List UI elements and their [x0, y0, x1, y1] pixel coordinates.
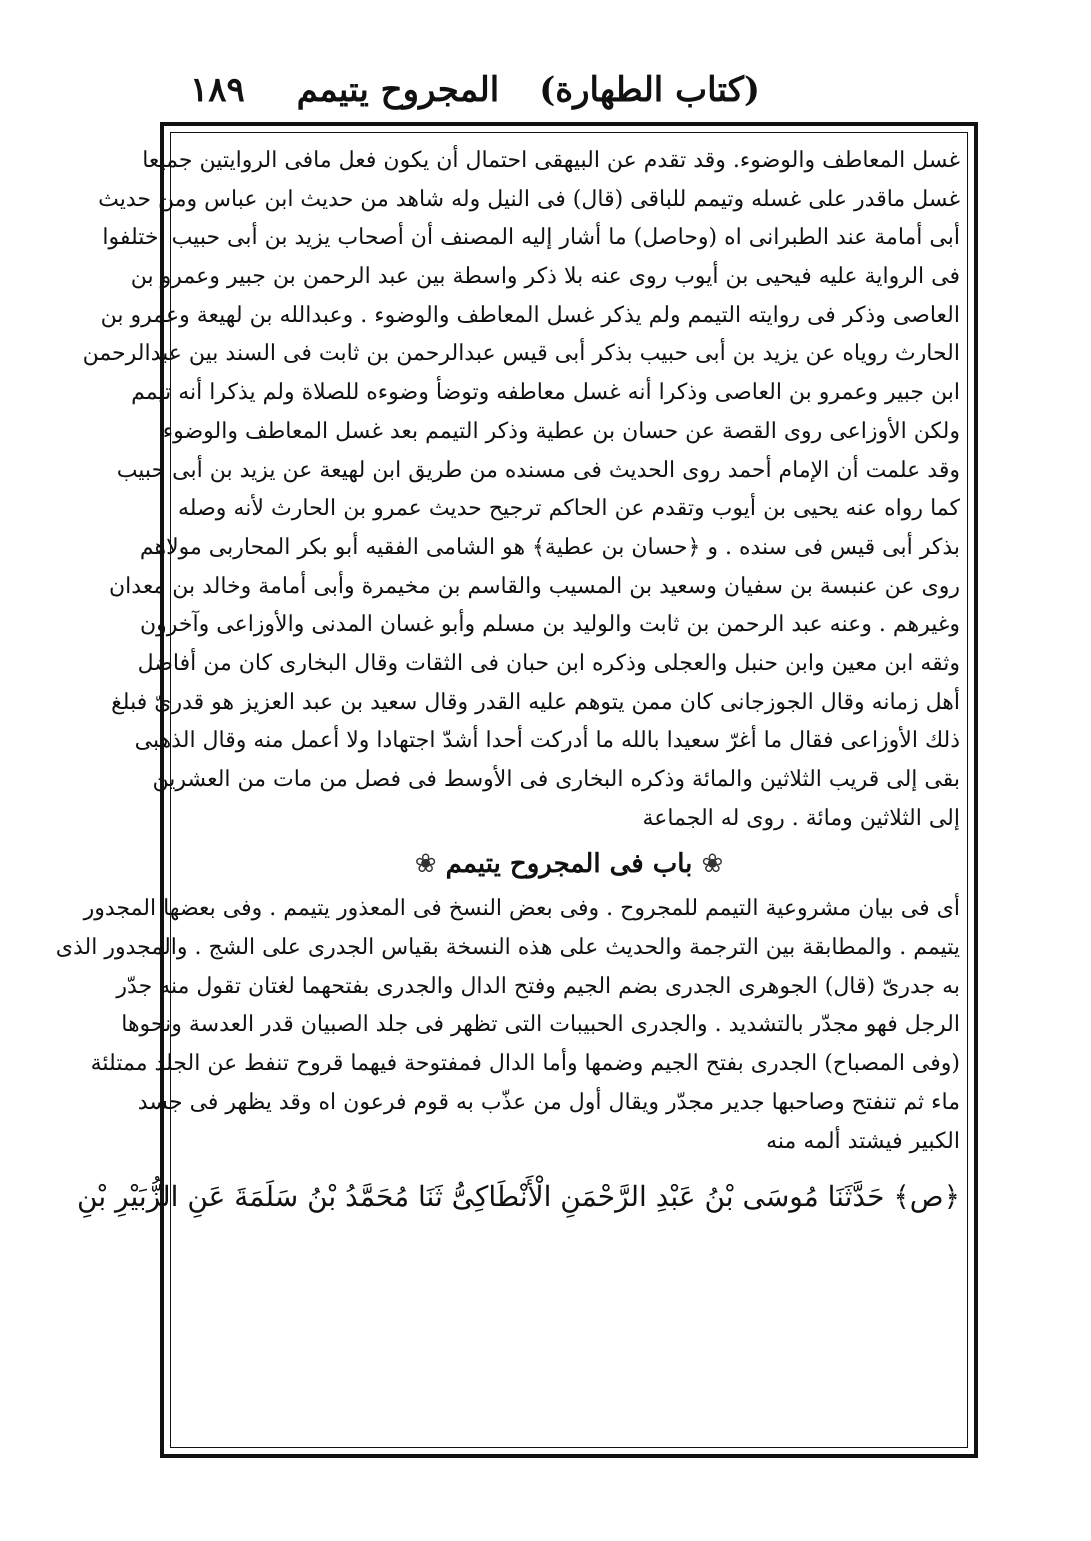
- text-line: وثقه ابن معين وابن حنبل والعجلى وذكره ابن حبان فى الثقات وقال البخارى كان من أفاضل: [137, 650, 960, 676]
- ornament-left-icon: ❀: [414, 849, 437, 880]
- text-line: الحارث روياه عن يزيد بن أبى حبيب بذكر أبى قيس عبدالرحمن بن ثابت فى السند بين عبدالرحمن: [82, 341, 960, 367]
- text-line: العاصى وذكر فى روايته التيمم ولم يذكر غسل المعاطف والوضوء . وعبدالله بن لهيعة وعمرو بن: [100, 302, 960, 328]
- chapter-title: المجروح يتيمم: [296, 70, 500, 110]
- text-line: بقى إلى قريب الثلاثين والمائة وذكره البخارى فى الأوسط فى فصل من مات من العشرين: [152, 767, 960, 792]
- text-line: (وفى المصباح) الجدرى بفتح الجيم وضمها وأما الدال فمفتوحة فيهما قروح تنفط عن الجلد ممتلئة: [90, 1051, 960, 1077]
- section-heading-text: باب فى المجروح يتيمم: [445, 849, 693, 880]
- text-line: به جدرىّ (قال) الجوهرى الجدرى بضم الجيم وفتح الدال والجدرى بفتحهما لغتان تقول منه جدّر: [116, 973, 960, 999]
- text-line: كما رواه عنه يحيى بن أيوب وتقدم عن الحاكم ترجيح حديث عمرو بن الحارث لأنه وصله: [178, 496, 960, 522]
- page-number: ١٨٩: [190, 70, 245, 110]
- hadith-text: ﴿ص﴾ حَدَّثَنَا مُوسَى بْنُ عَبْدِ الرَّحْمَنِ الْأَنْطَاكِىُّ ثَنَا مُحَمَّدُ بْنُ سَلَمَةَ عَنِ الزُّبَيْرِ بْنِ: [77, 1180, 960, 1214]
- running-title: [257, 70, 760, 110]
- text-line: إلى الثلاثين ومائة . روى له الجماعة: [642, 805, 960, 831]
- text-line: روى عن عنبسة بن سفيان وسعيد بن المسيب والقاسم بن مخيمرة وأبى أمامة وخالد بن معدان: [109, 573, 960, 599]
- text-line: أى فى بيان مشروعية التيمم للمجروح . وفى بعض النسخ فى المعذور يتيمم . وفى بعضها المجدور: [83, 896, 960, 922]
- text-line: غسل المعاطف والوضوء. وقد تقدم عن البيهقى احتمال أن يكون فعل مافى الروايتين جميعا: [142, 148, 960, 173]
- text-line: بذكر أبى قيس فى سنده . و ﴿حسان بن عطية﴾ هو الشامى الفقيه أبو بكر المحاربى مولاهم: [139, 534, 960, 560]
- text-line: ولكن الأوزاعى روى القصة عن حسان بن عطية وذكر التيمم بعد غسل المعاطف والوضوء: [162, 418, 960, 444]
- text-line: غسل ماقدر على غسله وتيمم للباقى (قال) فى النيل وله شاهد من حديث ابن عباس ومن حديث: [98, 186, 960, 212]
- text-line: وقد علمت أن الإمام أحمد روى الحديث فى مسنده من طريق ابن لهيعة عن يزيد بن أبى حبيب: [116, 457, 960, 483]
- text-line: الكبير فيشتد ألمه منه: [766, 1128, 960, 1154]
- page-header: [160, 60, 960, 120]
- book-title: (كتاب الطهارة): [539, 70, 760, 110]
- ornament-right-icon: ❀: [701, 849, 724, 880]
- text-line: ابن جبير وعمرو بن العاصى وذكرا أنه غسل معاطفه وتوضأ وضوءه للصلاة ولم يذكرا أنه تيمم: [131, 380, 960, 406]
- text-line: يتيمم . والمطابقة بين الترجمة والحديث على هذه النسخة بقياس الجدرى على الشج . والمجدور الذى: [55, 935, 960, 961]
- text-line: ذلك الأوزاعى فقال ما أغرّ سعيدا بالله ما أدركت أحدا أشدّ اجتهادا ولا أعمل منه وقال الذهبى: [134, 728, 960, 754]
- text-line: أبى أمامة عند الطبرانى اه (وحاصل) ما أشار إليه المصنف أن أصحاب يزيد بن أبى حبيب اختلفوا: [102, 225, 960, 251]
- text-line: ماء ثم تنفتح وصاحبها جدير مجدّر ويقال أول من عذّب به قوم فرعون اه وقد يظهر فى جسد: [137, 1089, 960, 1115]
- section-commentary: [55, 890, 960, 1161]
- text-line: أهل زمانه وقال الجوزجانى كان ممن يتوهم عليه القدر وقال سعيد بن عبد العزيز هو قدرىّ فبلغ: [111, 689, 960, 715]
- text-line: الرجل فهو مجدّر بالتشديد . والجدرى الحبيبات التى تظهر فى جلد الصبيان قدر العدسة ونحوها: [121, 1012, 960, 1038]
- text-line: وغيرهم . وعنه عبد الرحمن بن ثابت والوليد بن مسلم وأبو غسان المدنى والأوزاعى وآخرون: [139, 612, 960, 638]
- commentary-block: [82, 142, 960, 838]
- section-heading: [178, 838, 960, 890]
- page-content: [55, 142, 960, 1225]
- text-line: فى الرواية عليه فيحيى بن أيوب روى عنه بلا ذكر واسطة بين عبد الرحمن بن جبير وعمرو بن: [130, 264, 960, 290]
